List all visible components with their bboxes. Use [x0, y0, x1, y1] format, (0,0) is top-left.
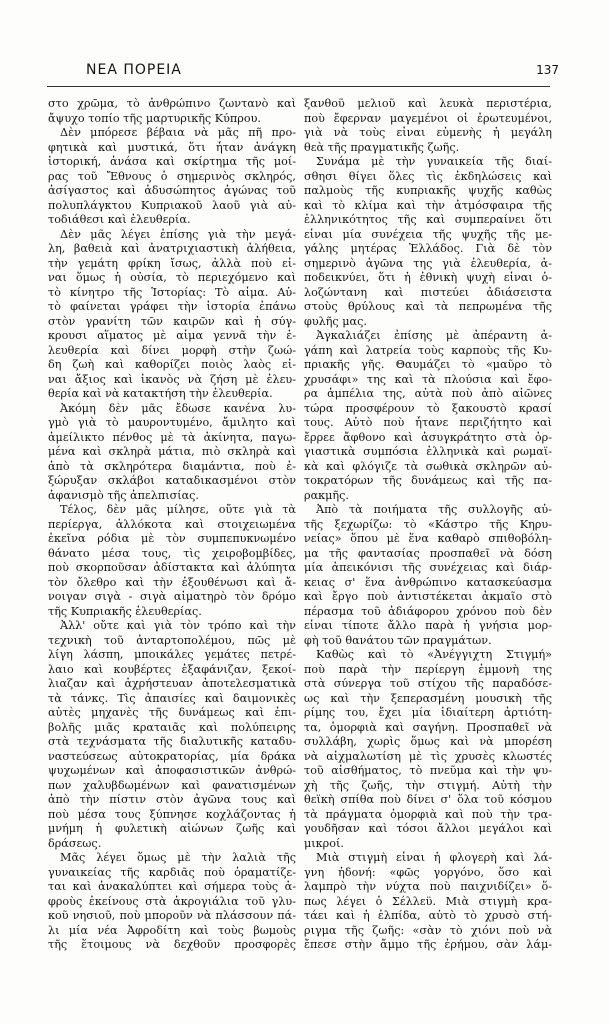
header-rule	[47, 86, 550, 87]
text-line: τάει καὶ ἡ ἐλπίδα, αὐτὸ τὸ χρυσὸ στή-	[304, 909, 552, 922]
text-line: πέρασμα τοῦ ἀδιάφορου χρόνου ποὺ δὲν	[304, 604, 552, 618]
text-line: ἀμείλικτο πένθος μὲ τὰ ἀκίνητα, παγω-	[48, 430, 296, 444]
text-line: Ἀγκαλιάζει ἐπίσης μὲ ἀπέραντη ἀ-	[316, 329, 552, 342]
text-line: μα τῆς φαντασίας προσπαθεῖ νὰ δόση	[304, 546, 552, 560]
text-line: λαιο καὶ κουβέρτες ἐξαφάνιζαν, ξεκοί-	[48, 662, 296, 676]
text-line: στο χρῶμα, τὸ ἀνθρώπινο ζωντανὸ καὶ	[48, 97, 296, 110]
text-line: μένα καὶ σκληρὰ μάτια, πιὸ σκληρὰ καὶ	[48, 445, 296, 458]
text-line: νοιγαν σιγὰ - σιγὰ αἱματηρὸ τὸν δρόμο	[48, 590, 296, 603]
text-line: θερία καὶ νὰ κατακτήση τὴν ἐλευθερία.	[48, 387, 273, 400]
text-line: ἱστορική, ἀνάσα καὶ σκίρτημα τῆς μοί-	[48, 155, 296, 168]
text-line: ἑλληνικότητος τῆς καὶ συμπεραίνει ὅτι	[304, 213, 552, 226]
text-line: ναστεύσεως αὐτοκρατορίας, μία δράκα	[48, 749, 296, 763]
text-line: γυναικείας τῆς καρδιᾶς ποὺ ὁραματίζε-	[48, 865, 296, 879]
text-line: ἀπὸ τὰ σκληρότερα διαμάντια, ποὺ ἐ-	[48, 459, 296, 473]
text-line: τῆς ξεχωρίζω: τὸ «Κάστρο τῆς Κηρυ-	[304, 517, 552, 531]
text-line: ναι ἄξιος καὶ ἱκανὸς νὰ ζήση μὲ ἐλευ-	[48, 372, 296, 386]
right-text-column	[304, 97, 552, 953]
text-line: τοδιάθεσι καὶ ἐλευθερία.	[48, 213, 191, 226]
text-line: γιαστικὰ συμπόσια ἑλληνικὰ καὶ ρωμαϊ-	[304, 445, 552, 458]
text-line: τεχνικὴ τοῦ ἀνταρτοπολέμου, πῶς μὲ	[48, 633, 296, 647]
text-line: κοῦ νησιοῦ, ποὺ μποροῦν νὰ πλάσσουν πά-	[48, 909, 296, 922]
text-line: κὰ καὶ φλόγιζε τὰ σωθικὰ σκληρῶν αὐ-	[304, 459, 552, 473]
text-line: Ἀπὸ τὰ ποιήματα τῆς συλλογῆς αὐ-	[316, 503, 552, 516]
text-line: φὴ τοῦ θανάτου τῶν πραγμάτων.	[304, 633, 492, 647]
text-line: γάλης μητέρας Ἑλλάδος. Γιὰ δὲ τὸν	[304, 242, 552, 255]
text-line: τὴν γεμάτη φρίκη ἴσως, ἀλλὰ ποὺ εἶ-	[48, 256, 296, 270]
text-line: στὸν γρανίτη τῶν καιρῶν καὶ ἡ σύγ-	[48, 314, 296, 328]
text-line: ἐκεῖνα ρόδια μὲ τὸν συμπεπυκνωμένο	[48, 532, 296, 545]
text-line: ναι ὅμως ἡ οὐσία, τὸ περιεχόμενο καὶ	[48, 271, 296, 284]
text-line: Ἀλλ' οὔτε καὶ γιὰ τὸν τρόπο καὶ τὴν	[60, 619, 296, 632]
text-line: νείας» ὅπου μὲ ἕνα καθαρὸ σπιθοβόλη-	[304, 532, 552, 545]
text-line: θάνατο μέσα τους, τὶς χειροβομβίδες,	[48, 546, 296, 560]
text-line: γουδῆσαν καὶ τόσοι ἄλλοι μεγάλοι καὶ	[304, 822, 552, 835]
text-line: περίεργα, ἀλλόκοτα καὶ στοιχειωμένα	[48, 517, 296, 531]
text-line: αὐτὲς μηχανὲς τῆς δυνάμεως καὶ ἐπι-	[48, 706, 296, 719]
text-line: τους. Αὐτὸ ποὺ ἦτανε περιζήτητο καὶ	[304, 416, 552, 429]
text-line: φυλῆς μας.	[304, 314, 367, 328]
text-line: λίγη λάσπη, μποικάλες γεμάτες πετρέ-	[48, 648, 296, 661]
page-number: 137	[536, 63, 559, 77]
text-line: κειας σ' ἕνα ἀνθρώπινο κατασκεύασμα	[304, 575, 552, 589]
text-line: ἄψυχο τοπίο τῆς μαρτυρικῆς Κύπρου.	[48, 111, 261, 125]
text-line: συλλάβη, χωρὶς ὅμως καὶ νὰ μπορέση	[304, 735, 552, 748]
text-line: τῆς Κυπριακῆς ἐλευθερίας.	[48, 604, 202, 618]
text-line: γάπη καὶ λατρεία τοὺς καρποὺς τῆς Κυ-	[304, 343, 552, 357]
text-line: μικροί.	[304, 836, 344, 850]
text-line: λοζώντανη καὶ πιστεύει ἀδιάσειστα	[304, 285, 552, 299]
text-line: πολυπλάγκτου Κυπριακοῦ λαοῦ γιὰ αὐ-	[48, 198, 296, 212]
text-line: πως λέγει ὁ Σέλλεϋ. Μιὰ στιγμὴ κρα-	[304, 894, 552, 908]
text-line: τῆς ἕτοιμους νὰ δεχθοῦν προσφορὲς	[48, 938, 296, 951]
text-line: στὰ σύνεργα τοῦ στίχου τῆς παραδόσε-	[304, 677, 552, 690]
text-line: παλμοὺς τῆς κυπριακῆς ψυχῆς καθὼς	[304, 184, 552, 197]
text-line: ριγμα τῆς ζωῆς: «σὰν τὸ χιόνι ποὺ νὰ	[304, 923, 552, 937]
text-line: καὶ ἔργο ποὺ ἀντιστέκεται ἀκμαῖο στὸ	[304, 590, 552, 603]
text-line: τώρα προσφέρουν τὸ ξακουστὸ κρασί	[304, 401, 552, 415]
text-line: Δὲν μᾶς λέγει ἐπίσης γιὰ τὴν μεγά-	[60, 227, 296, 241]
text-line: λι μία νέα Ἀφροδίτη καὶ τοὺς βωμοὺς	[48, 923, 296, 937]
text-line: Συνάμα μὲ τὴν γυναικεία τῆς διαί-	[316, 155, 552, 168]
text-line: πριακῆς γῆς. Θαυμάζει τὸ «μαῦρο τὸ	[304, 358, 552, 371]
text-line: ξώρυξαν σκλάβοι καταδικασμένοι στὸν	[48, 474, 296, 487]
text-line: γιὰ νὰ τοὺς εἶναι εὐμενὴς ἡ μεγάλη	[304, 126, 552, 139]
text-line: λευθερία καὶ δίνει μορφὴ στὴν ζωώ-	[48, 343, 296, 357]
text-line: ἀσίγαστος καὶ ἀδυσώπητος ἀγώνας τοῦ	[48, 184, 296, 197]
text-line: ρα ἀμπέλια της, αὐτὰ ποὺ ἀπὸ αἰῶνες	[304, 387, 552, 400]
text-line: τοκρατόρων τῆς δυνάμεως καὶ τῆς πα-	[304, 474, 552, 487]
text-line: ψυχωμένων καὶ ἀποφασιστικῶν ἀνθρώ-	[48, 764, 296, 777]
text-line: ξανθοῦ μελιοῦ καὶ λευκὰ περιστέρια,	[304, 97, 552, 110]
text-line: ποὺ σκορποῦσαν ἀδίστακτα καὶ ἀλύπητα	[48, 561, 296, 574]
text-line: ποὺ μέσα τους ξύπνησε κοχλάζοντας ἡ	[48, 807, 296, 821]
text-line: ρίμης του, ἔχει μία ἰδιαίτερη ἀρτιότη-	[304, 706, 552, 719]
text-line: σθησι θίγει ὅλες τὶς ἐκδηλώσεις καὶ	[304, 169, 552, 183]
text-line: ρας τοῦ Ἔθνους ὁ σημερινὸς σκληρός,	[48, 169, 296, 183]
text-line: τὰ πράγματα ὀμορφιὰ καὶ ποὺ τὴν τρα-	[304, 807, 552, 821]
text-line: κρουσι αἵματος μὲ αἷμα γεννᾶ τὴν ἐ-	[48, 329, 296, 342]
text-line: νὰ αἰχμαλωτίση μὲ τὶς χρυσὲς κλωστές	[304, 749, 552, 763]
text-line: ποδεικνύει, ὅτι ἡ ἐθνικὴ ψυχὴ εἶναι ὁ-	[304, 271, 552, 284]
text-line: δη ζωὴ καὶ καθορίζει ποιὸς λαὸς εἶ-	[48, 358, 296, 371]
text-line: χὴ τῆς ζωῆς, τὴν στιγμή. Αὐτὴ τὴν	[304, 778, 552, 792]
text-line: θεὰ τῆς πραγματικῆς ζωῆς.	[304, 140, 460, 154]
text-line: εἶναι τίποτε ἄλλο παρὰ ἡ γνήσια μορ-	[304, 619, 552, 632]
text-line: μνήμη ἡ φυλετικὴ αἰώνων ζωῆς καὶ	[48, 822, 296, 835]
text-line: ται καὶ ἀνακαλύπτει καὶ σήμερα τοὺς ἀ-	[48, 880, 296, 893]
text-line: Δὲν μπόρεσε βέβαια νὰ μᾶς πῆ προ-	[60, 126, 296, 139]
text-line: στοὺς θρύλους καὶ τὰ πεπρωμένα τῆς	[304, 300, 552, 313]
text-line: Μᾶς λέγει ὅμως μὲ τὴν λαλιὰ τῆς	[60, 851, 296, 864]
text-line: γμὸ γιὰ τὸ μαυροντυμένο, ἄμιλητο καὶ	[48, 416, 296, 429]
text-line: λιαζαν καὶ ἀχρήστευαν ἀποτελεσματικὰ	[48, 677, 296, 690]
text-line: ποὺ ἔφερναν μαγεμένοι οἱ ἐρωτευμένοι,	[304, 111, 552, 125]
text-line: φροὺς ἐκείνους στὰ ἀκρογιάλια τοῦ γλυ-	[48, 894, 296, 908]
text-line: σημερινὸ ἀγῶνα της γιὰ ἐλευθερία, ἀ-	[304, 256, 552, 270]
text-line: Τέλος, δὲν μᾶς μίλησε, οὔτε γιὰ τὰ	[60, 503, 296, 516]
text-line: ἔπεσε στὴν ἄμμο τῆς ἐρήμου, σὰν λάμ-	[304, 938, 552, 951]
text-line: ποὺ παρὰ τὴν περίεργη ἐμμονὴ της	[304, 662, 552, 676]
text-line: στὰ τεχνάσματα τῆς διαλυτικῆς καταδυ-	[48, 735, 296, 748]
text-line: χρυσάφι» της καὶ τὰ πλούσια καὶ ἔφο-	[304, 372, 552, 386]
text-line: μία ἀπεικόνισι τῆς συνέχειας καὶ διάρ-	[304, 561, 552, 574]
text-line: Καθὼς καὶ τὸ «Ἀνέγγιχτη Στιγμή»	[316, 648, 552, 661]
text-line: πων χαλυβδωμένων καὶ φανατισμένων	[48, 778, 296, 792]
text-line: τα, ὁμορφιὰ καὶ σαγήνη. Προσπαθεῖ νὰ	[304, 720, 552, 734]
text-line: τοῦ αἰσθήματος, τὸ πνεῦμα καὶ τὴν ψυ-	[304, 764, 552, 777]
text-line: τὸν ὄλεθρο καὶ τὴν ἐξουθένωσι καὶ ἄ-	[48, 575, 296, 589]
text-line: λαμπρὸ τὴν νύχτα ποὺ παιχνιδίζει» ὅ-	[304, 880, 552, 893]
running-head	[48, 62, 559, 82]
text-line: Μιὰ στιγμὴ εἶναι ἡ φλογερὴ καὶ λά-	[316, 851, 552, 864]
text-line: ως καὶ τὴν ξεπερασμένη μουσικὴ τῆς	[304, 691, 552, 705]
text-line: τὸ φαίνεται γράφει τὴν ἱστορία ἐπάνω	[48, 300, 296, 313]
text-line: καὶ τὸ κλίμα καὶ τὴν ἀτμόσφαιρα τῆς	[304, 198, 552, 212]
text-line: δράσεως.	[48, 836, 102, 850]
text-line: βολῆς μιᾶς κραταιᾶς καὶ πολύπειρης	[48, 720, 296, 734]
text-line: εἶναι μία συνέχεια τῆς ψυχῆς τῆς με-	[304, 227, 552, 241]
text-line: ρακμῆς.	[304, 488, 349, 502]
text-line: λη, βαθειὰ καὶ ἀνατριχιαστικὴ ἀλήθεια,	[48, 242, 296, 255]
text-line: φητικὰ καὶ μυστικά, ὅτι ἦταν ἀνάγκη	[48, 140, 296, 154]
text-line: θεϊκὴ σπίθα ποὺ δίνει σ' ὅλα τοῦ κόσμου	[304, 793, 552, 806]
text-line: τὰ τάνκς. Τὶς ἀπαισίες καὶ δαιμονικὲς	[48, 691, 296, 705]
left-text-column	[48, 97, 296, 953]
journal-title: ΝΕΑ ΠΟΡΕΙΑ	[86, 62, 182, 78]
text-line: τὸ κίνητρο τῆς Ἱστορίας: Τὸ αἷμα. Αὐ-	[48, 285, 296, 299]
text-line: ἀφανισμὸ τῆς ἀπελπισίας.	[48, 488, 199, 502]
text-line: γνη ἡδονή: «φῶς γοργόνο, ὅσο καὶ	[304, 865, 552, 879]
text-line: ἔρρεε ἄφθονο καὶ ἀσυγκράτητο στὰ ὀρ-	[304, 430, 552, 444]
text-line: ἀπὸ τὴν πίστιν στὸν ἀγῶνα τους καὶ	[48, 793, 296, 806]
text-line: Ἀκόμη δὲν μᾶς ἔδωσε κανένα λυ-	[60, 401, 296, 415]
